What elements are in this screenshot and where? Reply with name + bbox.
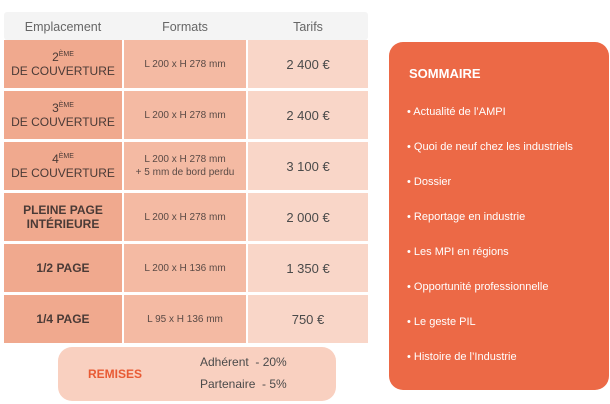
price-cell: 1 350 € xyxy=(248,244,368,292)
header-formats: Formats xyxy=(162,20,208,34)
format-line: L 200 x H 278 mm xyxy=(144,211,226,223)
format-cell xyxy=(124,244,246,292)
header-tarifs: Tarifs xyxy=(293,20,323,34)
format-line: L 95 x H 136 mm xyxy=(147,313,223,325)
remise-adherent: Adhérent - 20% xyxy=(200,355,287,369)
price-cell: 3 100 € xyxy=(248,142,368,190)
table-row xyxy=(4,142,368,190)
ordinal-number: 4 xyxy=(52,152,59,166)
list-item: • Le geste PIL xyxy=(407,316,476,328)
placement-cell xyxy=(4,193,122,241)
format-line-extra: + 5 mm de bord perdu xyxy=(135,167,235,178)
placement-label: DE COUVERTURE xyxy=(11,64,115,78)
placement-cell xyxy=(4,142,122,190)
ordinal-suffix: ÈME xyxy=(58,153,74,160)
list-item: • Actualité de l’AMPI xyxy=(407,106,506,118)
remise-partenaire: Partenaire - 5% xyxy=(200,377,287,391)
price-cell: 750 € xyxy=(248,295,368,343)
list-item: • Reportage en industrie xyxy=(407,211,526,223)
placement-label: DE COUVERTURE xyxy=(11,166,115,180)
format-cell xyxy=(124,40,246,88)
ordinal-number: 2 xyxy=(52,50,59,64)
price-cell: 2 400 € xyxy=(248,91,368,139)
format-line: L 200 x H 136 mm xyxy=(144,262,226,274)
list-item: • Quoi de neuf chez les industriels xyxy=(407,141,573,153)
table-row xyxy=(4,40,368,88)
pricing-table xyxy=(4,40,368,346)
ordinal-number: 3 xyxy=(52,101,59,115)
format-cell xyxy=(124,91,246,139)
table-row xyxy=(4,295,368,343)
placement-label: PLEINE PAGE INTÉRIEURE xyxy=(23,203,103,231)
price-cell: 2 000 € xyxy=(248,193,368,241)
list-item: • Histoire de l’Industrie xyxy=(407,351,517,363)
placement-cell xyxy=(4,40,122,88)
placement-cell xyxy=(4,295,122,343)
placement-label: 1/4 PAGE xyxy=(36,312,90,326)
placement-cell xyxy=(4,91,122,139)
format-cell xyxy=(124,193,246,241)
remises-box xyxy=(58,347,336,401)
list-item: • Dossier xyxy=(407,176,452,188)
placement-label: DE COUVERTURE xyxy=(11,115,115,129)
sommaire-title: SOMMAIRE xyxy=(409,66,481,81)
format-line: L 200 x H 278 mm xyxy=(144,109,226,121)
sommaire-panel xyxy=(389,42,609,390)
table-row xyxy=(4,193,368,241)
ordinal-suffix: ÈME xyxy=(58,51,74,58)
format-line: L 200 x H 278 mm xyxy=(144,154,226,165)
format-line: L 200 x H 278 mm xyxy=(144,58,226,70)
ordinal-suffix: ÈME xyxy=(58,102,74,109)
placement-cell xyxy=(4,244,122,292)
format-cell xyxy=(124,142,246,190)
sommaire-list xyxy=(407,104,573,384)
list-item: • Les MPI en régions xyxy=(407,246,509,258)
list-item: • Opportunité professionnelle xyxy=(407,281,549,293)
price-cell: 2 400 € xyxy=(248,40,368,88)
table-row xyxy=(4,244,368,292)
format-cell xyxy=(124,295,246,343)
table-row xyxy=(4,91,368,139)
remises-title: REMISES xyxy=(88,367,143,381)
header-emplacement: Emplacement xyxy=(24,20,102,34)
placement-label: 1/2 PAGE xyxy=(36,261,90,275)
